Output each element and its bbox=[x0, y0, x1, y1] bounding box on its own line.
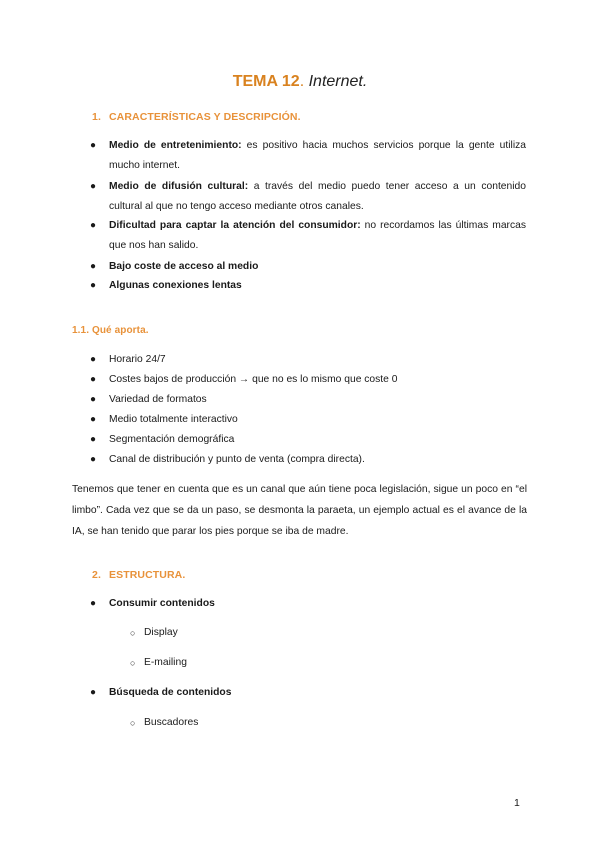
bullet-icon: ● bbox=[90, 354, 97, 365]
title-tema: TEMA 12 bbox=[232, 73, 300, 90]
bullet-icon: ● bbox=[90, 394, 97, 405]
page-title bbox=[0, 71, 600, 93]
bullet-bold: Bajo coste de acceso al medio bbox=[109, 261, 259, 272]
bullet-text: Canal de distribución y punto de venta (compra directa). bbox=[109, 454, 365, 465]
bullet-bold: Dificultad para captar la atención del consumidor: bbox=[109, 220, 361, 231]
bullet-text: a través del medio puedo tener acceso a un contenido cultural al que no tengo acceso mediante otros canales. bbox=[109, 181, 526, 212]
bullet-bold: Medio de difusión cultural: bbox=[109, 181, 249, 192]
list-item bbox=[90, 390, 526, 410]
page-number: 1 bbox=[514, 797, 520, 809]
subsection-1-1-heading: 1.1. Qué aporta. bbox=[72, 325, 149, 336]
list-item bbox=[90, 683, 526, 703]
list-item bbox=[90, 177, 526, 216]
sub-item-text: Display bbox=[144, 627, 178, 638]
ring-bullet-icon: ○ bbox=[130, 628, 136, 638]
bullet-bold: Consumir contenidos bbox=[109, 598, 215, 609]
bullet-icon: ● bbox=[90, 181, 97, 192]
section-2-number: 2. bbox=[92, 569, 101, 581]
bullet-icon: ● bbox=[90, 374, 97, 385]
sub-list-item bbox=[130, 656, 430, 670]
list-item bbox=[90, 257, 526, 277]
list-item bbox=[90, 350, 526, 370]
section-2-heading bbox=[92, 568, 185, 582]
bullet-icon: ● bbox=[90, 598, 97, 609]
section-2-title: ESTRUCTURA. bbox=[109, 569, 186, 581]
list-item bbox=[90, 430, 526, 450]
section-1-heading bbox=[92, 110, 301, 124]
section-1-number: 1. bbox=[92, 111, 101, 123]
bullet-icon: ● bbox=[90, 280, 97, 291]
section-1-title: CARACTERÍSTICAS Y DESCRIPCIÓN. bbox=[109, 111, 301, 123]
bullet-text: Medio totalmente interactivo bbox=[109, 414, 238, 425]
bullet-bold: Medio de entretenimiento: bbox=[109, 140, 242, 151]
list-item bbox=[90, 594, 526, 614]
body-paragraph: Tenemos que tener en cuenta que es un canal que aún tiene poca legislación, sigue un poco en “el limbo”. Cada vez que se da un paso, se desmonta la paraeta, un ejemplo actual es el avance de la IA, se han tenido que parar los pies porque se iba de madre. bbox=[72, 484, 527, 537]
ring-bullet-icon: ○ bbox=[130, 658, 136, 668]
sub-list-item bbox=[130, 626, 430, 640]
list-item bbox=[90, 370, 526, 390]
bullet-icon: ● bbox=[90, 261, 97, 272]
list-item bbox=[90, 276, 526, 296]
bullet-text: es positivo hacia muchos servicios porque la gente utiliza mucho internet. bbox=[109, 140, 526, 171]
list-item bbox=[90, 450, 526, 470]
title-subtitle: Internet. bbox=[308, 73, 368, 90]
bullet-text: Costes bajos de producción → que no es lo mismo que coste 0 bbox=[109, 374, 398, 385]
sub-item-text: Buscadores bbox=[144, 717, 199, 728]
list-item bbox=[90, 410, 526, 430]
sub-list-item bbox=[130, 716, 430, 730]
title-dot: . bbox=[299, 73, 305, 90]
list-item bbox=[90, 216, 526, 255]
sub-item-text: E-mailing bbox=[144, 657, 187, 668]
bullet-icon: ● bbox=[90, 434, 97, 445]
bullet-icon: ● bbox=[90, 454, 97, 465]
bullet-icon: ● bbox=[90, 140, 97, 151]
bullet-bold: Algunas conexiones lentas bbox=[109, 280, 242, 291]
bullet-bold: Búsqueda de contenidos bbox=[109, 687, 232, 698]
list-item bbox=[90, 136, 526, 175]
ring-bullet-icon: ○ bbox=[130, 718, 136, 728]
bullet-icon: ● bbox=[90, 414, 97, 425]
bullet-text: Variedad de formatos bbox=[109, 394, 207, 405]
bullet-icon: ● bbox=[90, 687, 97, 698]
bullet-icon: ● bbox=[90, 220, 97, 231]
bullet-text: Horario 24/7 bbox=[109, 354, 166, 365]
bullet-text: no recordamos las últimas marcas que nos han salido. bbox=[109, 220, 526, 251]
bullet-text: Segmentación demográfica bbox=[109, 434, 235, 445]
